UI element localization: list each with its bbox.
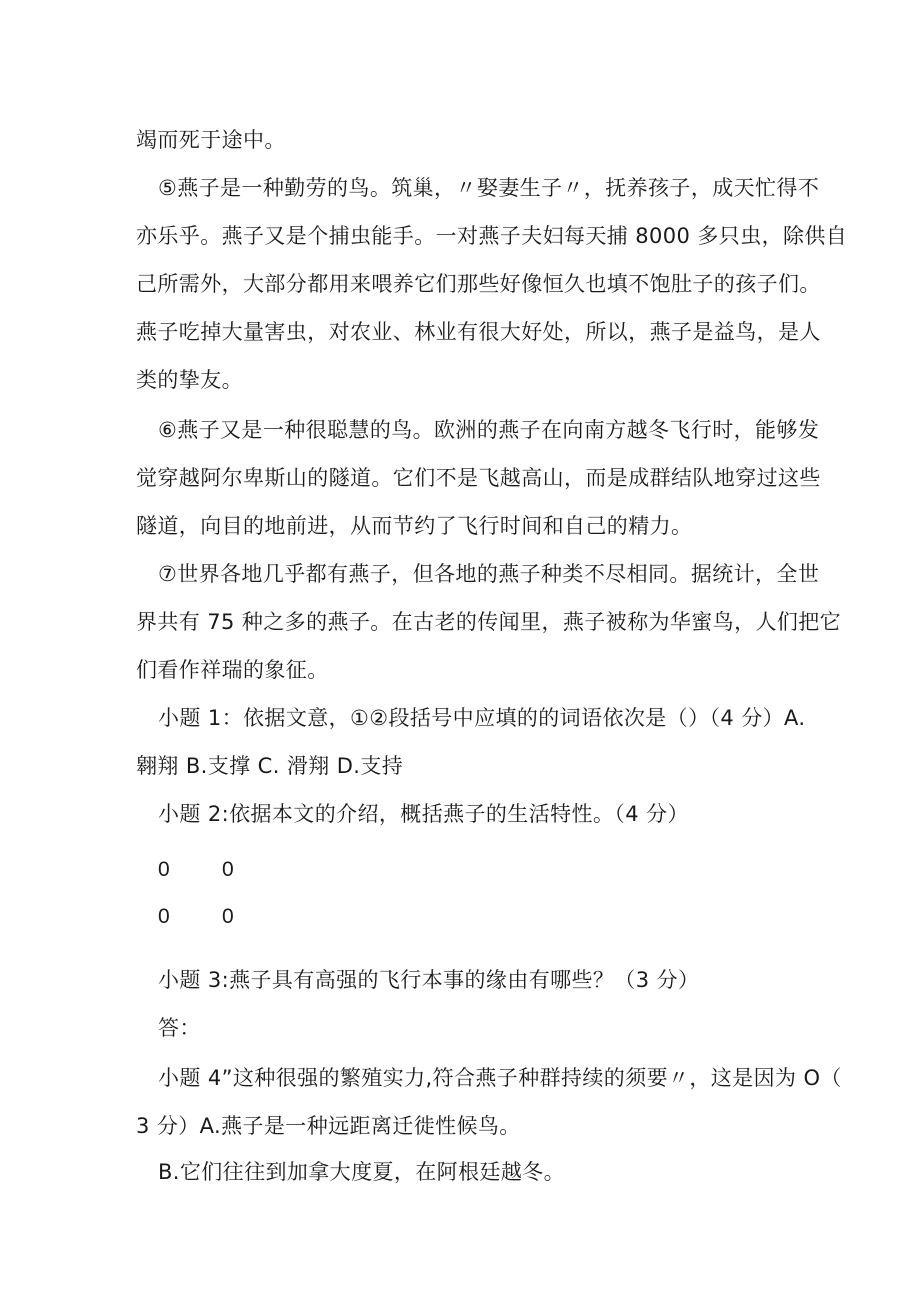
question-4-line: 小题 4”这种很强的繁殖实力,符合燕子种群持续的须要〃，这是因为 O（ [158, 1066, 842, 1090]
question-4-option-a: 3 分）A.燕子是一种远距离迁徙性候鸟。 [136, 1114, 521, 1138]
answer-cell: 0 [222, 858, 234, 881]
question-1-options: 翱翔 B.支撑 C. 滑翔 D.支持 [136, 754, 404, 778]
text-line: 竭而死于途中。 [136, 128, 286, 152]
answer-cell: 0 [222, 905, 234, 928]
question-3-line: 小题 3:燕子具有高强的飞行本事的缘由有哪些？（3 分） [158, 968, 700, 992]
answer-row [158, 856, 234, 884]
answer-cell: 0 [158, 905, 170, 928]
paragraph-5-line: 己所需外，大部分都用来喂养它们那些好像恒久也填不饱肚子的孩子们。 [136, 272, 821, 296]
paragraph-7-line: ⑦世界各地几乎都有燕子，但各地的燕子种类不尽相同。据统计，全世 [158, 562, 820, 586]
paragraph-7-line: 们看作祥瑞的象征。 [136, 658, 329, 682]
paragraph-5-line: 燕子吃掉大量害虫，对农业、林业有很大好处，所以，燕子是益鸟，是人 [136, 320, 821, 344]
paragraph-6-line: ⑥燕子又是一种很聪慧的鸟。欧洲的燕子在向南方越冬飞行时，能够发 [158, 418, 820, 442]
paragraph-5-line: ⑤燕子是一种勤劳的鸟。筑巢，〃娶妻生子〃，抚养孩子，成天忙得不 [158, 176, 820, 200]
question-2-line: 小题 2:依据本文的介绍，概括燕子的生活特性。（4 分） [158, 802, 689, 826]
answer-row [158, 903, 234, 931]
answer-label: 答： [158, 1016, 201, 1040]
paragraph-5-line: 亦乐乎。燕子又是个捕虫能手。一对燕子夫妇每天捕 8000 多只虫，除供自 [136, 224, 848, 248]
answer-cell: 0 [158, 858, 170, 881]
question-4-option-b: B.它们往往到加拿大度夏，在阿根廷越冬。 [158, 1160, 566, 1184]
paragraph-6-line: 隧道，向目的地前进，从而节约了飞行时间和自己的精力。 [136, 514, 693, 538]
paragraph-5-line: 类的挚友。 [136, 368, 243, 392]
paragraph-6-line: 觉穿越阿尔卑斯山的隧道。它们不是飞越高山，而是成群结队地穿过这些 [136, 466, 821, 490]
question-1-line: 小题 1：依据文意，①②段括号中应填的的词语依次是（）（4 分）A. [158, 706, 806, 730]
paragraph-7-line: 界共有 75 种之多的燕子。在古老的传闻里，燕子被称为华蜜鸟，人们把它 [136, 610, 842, 634]
